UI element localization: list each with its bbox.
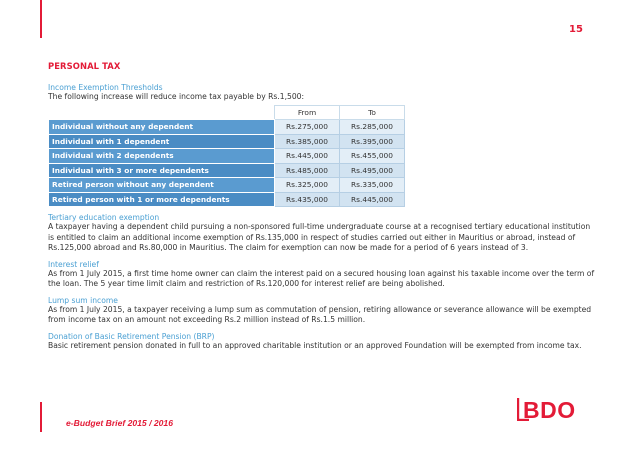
interest-relief-heading: Interest relief xyxy=(48,259,99,269)
lump-sum-line: from income tax on an amount not exceeding Rs.2 million instead of Rs.1.5 million. xyxy=(48,315,366,324)
donation-line: Basic retirement pension donated in full to an approved charitable institution or an approved Foundation will be exempted from income tax. xyxy=(48,340,582,350)
table-header-row xyxy=(49,105,405,120)
footer-accent-rule xyxy=(40,402,42,432)
interest-relief-line: the loan. The 5 year time limit claim and restriction of Rs.120,000 for interest relief are being abolished. xyxy=(48,279,445,288)
row-to-value: Rs.395,000 xyxy=(340,134,405,149)
row-label: Retired person without any dependent xyxy=(49,178,275,193)
table-row xyxy=(49,178,405,193)
row-to-value: Rs.285,000 xyxy=(340,120,405,135)
tertiary-line: A taxpayer having a dependent child pursuing a non-sponsored full-time undergraduate course at a recognised tertiary educational institution xyxy=(48,222,591,231)
logo-bracket-vertical xyxy=(517,398,519,421)
tertiary-heading: Tertiary education exemption xyxy=(48,213,160,222)
row-label: Individual without any dependent xyxy=(49,120,275,135)
row-label: Individual with 2 dependents xyxy=(49,149,275,164)
row-from-value: Rs.435,000 xyxy=(275,192,340,207)
main-content xyxy=(48,61,600,351)
interest-relief-line: As from 1 July 2015, a first time home owner can claim the interest paid on a secured housing loan against his taxable income over the term of xyxy=(48,268,595,278)
row-to-value: Rs.495,000 xyxy=(340,163,405,178)
bdo-logo xyxy=(517,397,589,423)
row-from-value: Rs.385,000 xyxy=(275,134,340,149)
row-from-value: Rs.445,000 xyxy=(275,149,340,164)
row-to-value: Rs.455,000 xyxy=(340,149,405,164)
income-exemption-intro: The following increase will reduce income tax payable by Rs.1,500: xyxy=(48,92,305,101)
tertiary-line: is entitled to claim an additional income exemption of Rs.135,000 in respect of studies carried out either in Mauritius or abroad, instead of xyxy=(48,232,576,242)
table-row xyxy=(49,134,405,149)
table-row xyxy=(49,120,405,135)
row-label: Retired person with 1 or more dependents xyxy=(49,192,275,207)
row-to-value: Rs.335,000 xyxy=(340,178,405,193)
page-number: 15 xyxy=(569,24,583,35)
donation-heading: Donation of Basic Retirement Pension (BRP) xyxy=(48,331,215,341)
row-from-value: Rs.485,000 xyxy=(275,163,340,178)
lump-sum-line: As from 1 July 2015, a taxpayer receiving a lump sum as commutation of pension, retiring allowance or severance allowance will be exempted xyxy=(48,304,592,314)
table-row xyxy=(49,192,405,207)
table-header-from: From xyxy=(275,105,340,120)
table-row xyxy=(49,149,405,164)
footer-brief-title: e-Budget Brief 2015 / 2016 xyxy=(66,418,173,428)
section-title: PERSONAL TAX xyxy=(48,61,121,71)
row-to-value: Rs.445,000 xyxy=(340,192,405,207)
income-exemption-heading: Income Exemption Thresholds xyxy=(48,83,163,92)
row-from-value: Rs.325,000 xyxy=(275,178,340,193)
lump-sum-heading: Lump sum income xyxy=(48,295,118,305)
table-header-blank xyxy=(49,105,275,120)
table-row xyxy=(49,163,405,178)
tertiary-line: Rs.125,000 abroad and Rs.80,000 in Mauritius. The claim for exemption can now be made for a period of 6 years instead of 3. xyxy=(48,243,529,252)
row-label: Individual with 1 dependent xyxy=(49,134,275,149)
table-header-to: To xyxy=(340,105,405,120)
exemption-thresholds-table xyxy=(48,105,405,208)
row-label: Individual with 3 or more dependents xyxy=(49,163,275,178)
row-from-value: Rs.275,000 xyxy=(275,120,340,135)
logo-text: BDO xyxy=(523,397,576,423)
top-accent-rule xyxy=(40,0,42,38)
